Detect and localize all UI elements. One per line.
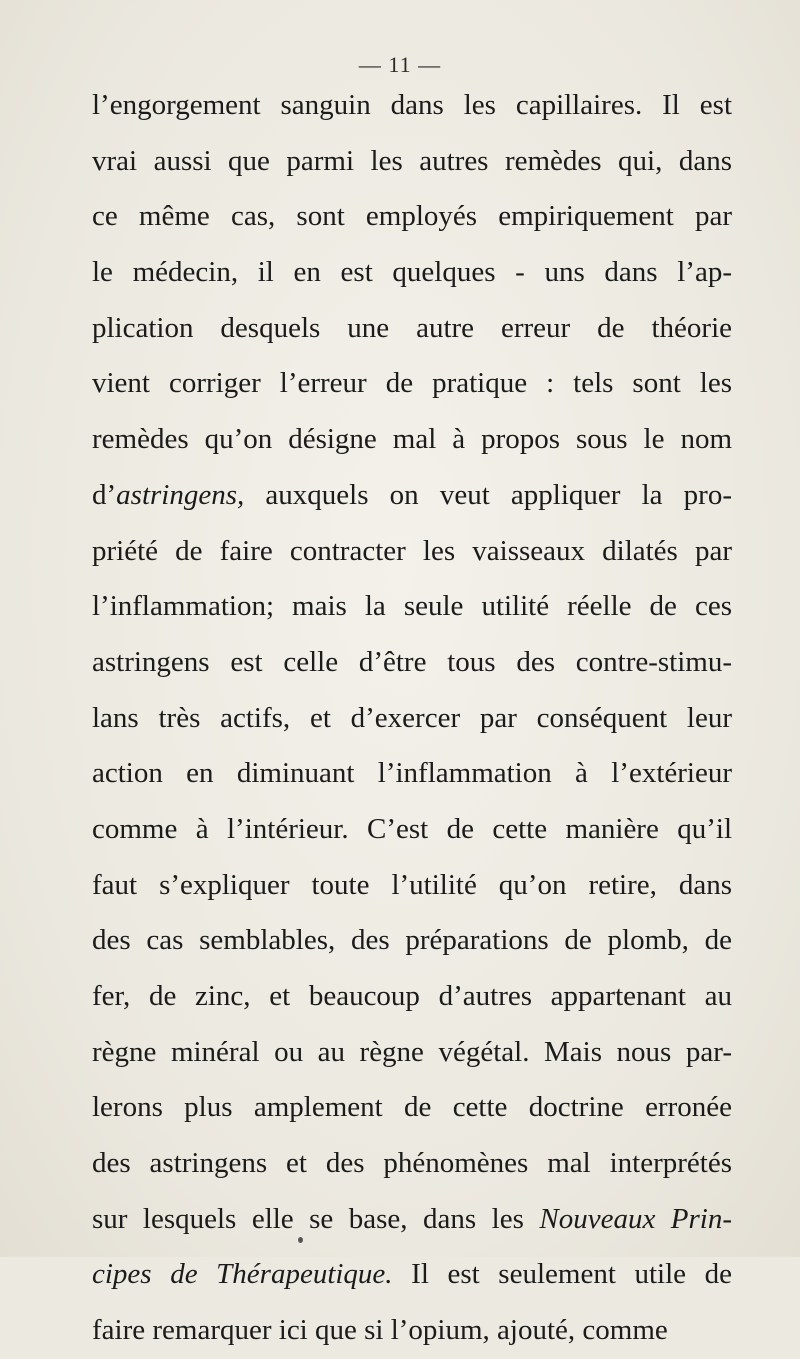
text-line: remèdes qu’on désigne mal à propos sous le nom <box>92 423 732 456</box>
italic-title: Nouveaux Prin- <box>539 1202 733 1235</box>
text-line: fer, de zinc, et beaucoup d’autres appartenant au <box>92 980 732 1012</box>
text-line: astringens est celle d’être tous des contre-stimu- <box>92 645 732 678</box>
text-line: des cas semblables, des préparations de plomb, de <box>92 924 732 957</box>
italic-title: cipes de Thérapeutique. <box>92 1258 393 1291</box>
text-line: règne minéral ou au règne végétal. Mais nous par- <box>92 1035 732 1068</box>
text-line <box>92 468 732 524</box>
text-line: comme à l’intérieur. C’est de cette manière qu’il <box>92 812 732 845</box>
text-line: l’inflammation; mais la seule utilité réelle de ces <box>92 590 732 623</box>
page-number: — 11 — <box>358 52 442 77</box>
text-line: le médecin, il en est quelques - uns dans l’ap- <box>92 256 732 289</box>
text-line: faut s’expliquer toute l’utilité qu’on retire, dans <box>92 868 732 901</box>
text-line: faire remarquer ici que si l’opium, ajouté, comme <box>92 1314 668 1347</box>
text-body <box>92 78 732 1359</box>
text-line: action en diminuant l’inflammation à l’extérieur <box>92 757 732 790</box>
text-segment: Il est seulement utile de <box>392 1258 732 1291</box>
text-line: lerons plus amplement de cette doctrine erronée <box>92 1091 732 1124</box>
text-line: vrai aussi que parmi les autres remèdes qui, dans <box>92 144 732 177</box>
text-line: ce même cas, sont employés empiriquement par <box>92 200 732 233</box>
text-line: lans très actifs, et d’exercer par conséquent leur <box>92 701 732 734</box>
text-line <box>92 1192 732 1248</box>
ink-speck <box>298 1237 303 1243</box>
text-segment: sur lesquels elle se base, dans les <box>92 1202 540 1235</box>
text-line: priété de faire contracter les vaisseaux dilatés par <box>92 534 732 567</box>
text-segment: d’ <box>92 478 117 511</box>
text-line: l’engorgement sanguin dans les capillaires. Il est <box>92 89 732 121</box>
text-line: des astringens et des phénomènes mal interprétés <box>92 1147 732 1180</box>
text-line <box>92 1247 732 1303</box>
text-line: vient corriger l’erreur de pratique : tels sont les <box>92 367 732 400</box>
text-segment: auxquels on veut appliquer la pro- <box>244 478 732 511</box>
text-line: plication desquels une autre erreur de théorie <box>92 311 732 344</box>
italic-term: astringens, <box>116 478 245 511</box>
